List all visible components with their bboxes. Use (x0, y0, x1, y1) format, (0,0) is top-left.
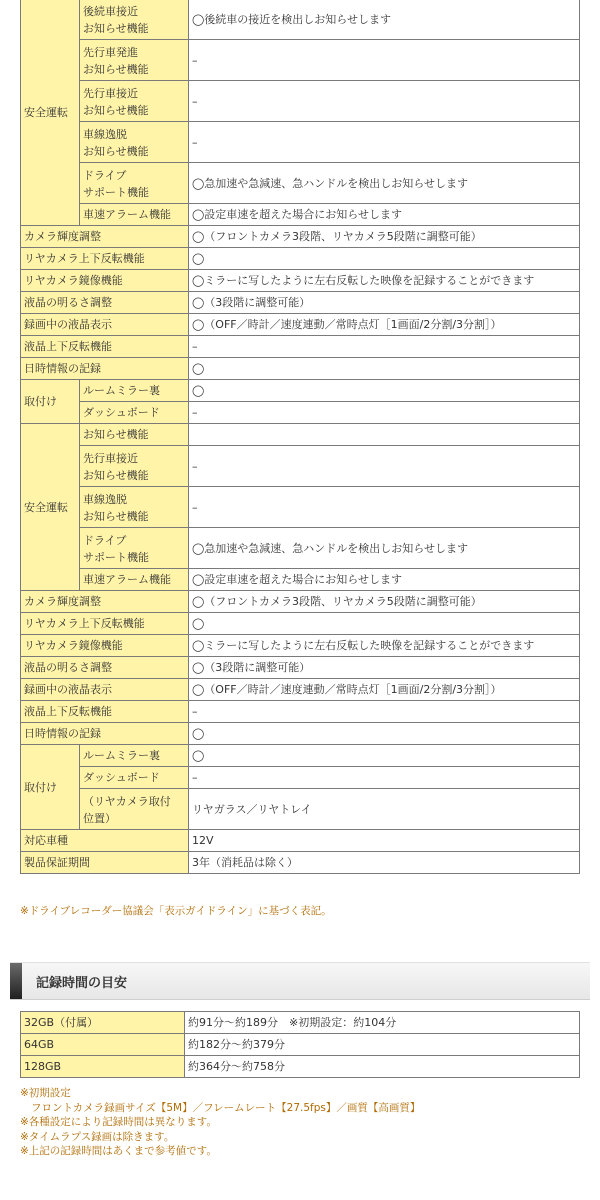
label-line: サポート機能 (83, 550, 149, 564)
row-label: 製品保証期間 (21, 852, 189, 874)
note-line: ※タイムラプス録画は除きます。 (20, 1130, 175, 1143)
table-row (21, 1056, 580, 1078)
row-value: – (189, 40, 580, 81)
note-line: フロントカメラ録画サイズ【5M】／フレームレート【27.5fps】／画質【高画質】 (31, 1101, 421, 1114)
row-label: ルームミラー裏 (80, 745, 189, 767)
table-row (21, 204, 580, 226)
row-label (80, 163, 189, 204)
mount-group-label: 取付け (21, 380, 80, 424)
row-label: リヤカメラ上下反転機能 (21, 248, 189, 270)
label-line: お知らせ機能 (83, 509, 149, 523)
table-row (21, 358, 580, 380)
label-line: 先行車接近 (83, 86, 138, 100)
table-row (21, 446, 580, 487)
spec-table (20, 0, 580, 874)
time-cell: 約91分～約189分 ※初期設定：約104分 (185, 1012, 580, 1034)
row-label (80, 81, 189, 122)
table-row (21, 122, 580, 163)
row-label (80, 40, 189, 81)
capacity-cell: 128GB (21, 1056, 185, 1078)
label-line: ドライブ (83, 168, 127, 182)
row-label (80, 789, 189, 830)
table-row (21, 226, 580, 248)
row-value: ◯急加速や急減速、急ハンドルを検出しお知らせします (189, 163, 580, 204)
label-line: お知らせ機能 (83, 468, 149, 482)
row-value: ◯ミラーに写したように左右反転した映像を記録することができます (189, 635, 580, 657)
note-line: ※各種設定により記録時間は異なります。 (20, 1116, 217, 1129)
row-value: – (189, 767, 580, 789)
row-value: – (189, 487, 580, 528)
row-label: 液晶の明るさ調整 (21, 292, 189, 314)
row-value: ◯ミラーに写したように左右反転した映像を記録することができます (189, 270, 580, 292)
row-value: ◯設定車速を超えた場合にお知らせします (189, 569, 580, 591)
table-row (21, 591, 580, 613)
row-value: – (189, 446, 580, 487)
label-line: 先行車接近 (83, 451, 138, 465)
table-row (21, 314, 580, 336)
label-line: お知らせ機能 (83, 144, 149, 158)
table-row (21, 40, 580, 81)
row-label: ダッシュボード (80, 402, 189, 424)
row-value: ◯（フロントカメラ3段階、リヤカメラ5段階に調整可能） (189, 226, 580, 248)
table-row (21, 163, 580, 204)
table-row (21, 487, 580, 528)
table-row (21, 1034, 580, 1056)
recording-notes (20, 1086, 420, 1159)
row-value: – (189, 122, 580, 163)
table-row (21, 336, 580, 358)
time-cell: 約182分～約379分 (185, 1034, 580, 1056)
label-line: 車線逸脱 (83, 492, 127, 506)
section-header (10, 962, 590, 1000)
label-line: お知らせ機能 (83, 103, 149, 117)
table-row (21, 745, 580, 767)
label-line: 後続車接近 (83, 4, 138, 18)
row-value: ◯（3段階に調整可能） (189, 657, 580, 679)
table-row (21, 81, 580, 122)
table-row (21, 1012, 580, 1034)
row-label: リヤカメラ鏡像機能 (21, 270, 189, 292)
mount-group-label: 取付け (21, 745, 80, 830)
section-title: 記録時間の目安 (36, 976, 128, 991)
table-row (21, 424, 580, 446)
table-row (21, 723, 580, 745)
row-value: ◯設定車速を超えた場合にお知らせします (189, 204, 580, 226)
row-value: ◯ (189, 380, 580, 402)
section-bar (10, 963, 22, 999)
row-value: ◯（3段階に調整可能） (189, 292, 580, 314)
row-label: 液晶上下反転機能 (21, 336, 189, 358)
safety-group-label: 安全運転 (21, 0, 80, 226)
row-value: 3年（消耗品は除く） (189, 852, 580, 874)
table-row (21, 248, 580, 270)
row-label: ルームミラー裏 (80, 380, 189, 402)
time-cell: 約364分～約758分 (185, 1056, 580, 1078)
row-label: リヤカメラ上下反転機能 (21, 613, 189, 635)
label-line: （リヤカメラ取付 (83, 794, 171, 808)
table-row (21, 635, 580, 657)
row-label (80, 446, 189, 487)
row-value: ◯（フロントカメラ3段階、リヤカメラ5段階に調整可能） (189, 591, 580, 613)
table-row (21, 830, 580, 852)
row-label: 録画中の液晶表示 (21, 679, 189, 701)
label-line: お知らせ機能 (83, 62, 149, 76)
table-row (21, 380, 580, 402)
row-value: ◯ (189, 613, 580, 635)
row-value: ◯後続車の接近を検出しお知らせします (189, 0, 580, 40)
row-value: – (189, 336, 580, 358)
capacity-cell: 32GB（付属） (21, 1012, 185, 1034)
row-label: 日時情報の記録 (21, 358, 189, 380)
row-label: 録画中の液晶表示 (21, 314, 189, 336)
label-line: 先行車発進 (83, 45, 138, 59)
guideline-note: ※ドライブレコーダー協議会「表示ガイドライン」に基づく表記。 (20, 905, 332, 917)
row-value: ◯急加速や急減速、急ハンドルを検出しお知らせします (189, 528, 580, 569)
row-value (189, 424, 580, 446)
table-row (21, 767, 580, 789)
row-value: – (189, 81, 580, 122)
table-row (21, 292, 580, 314)
row-value: – (189, 701, 580, 723)
row-label (80, 487, 189, 528)
table-row (21, 701, 580, 723)
table-row (21, 0, 580, 40)
note-line: ※上記の記録時間はあくまで参考値です。 (20, 1145, 217, 1158)
table-row (21, 852, 580, 874)
row-label: 車速アラーム機能 (80, 204, 189, 226)
note-line: ※初期設定 (20, 1087, 71, 1099)
row-value: ◯（OFF／時計／速度連動／常時点灯［1画面/2分割/3分割］） (189, 679, 580, 701)
label-line: サポート機能 (83, 185, 149, 199)
table-row (21, 569, 580, 591)
row-value: ◯（OFF／時計／速度連動／常時点灯［1画面/2分割/3分割］） (189, 314, 580, 336)
capacity-cell: 64GB (21, 1034, 185, 1056)
row-label: お知らせ機能 (80, 424, 189, 446)
label-line: ドライブ (83, 533, 127, 547)
row-label: 液晶上下反転機能 (21, 701, 189, 723)
table-row (21, 270, 580, 292)
table-row (21, 789, 580, 830)
table-row (21, 528, 580, 569)
label-line: 車線逸脱 (83, 127, 127, 141)
row-label: 日時情報の記録 (21, 723, 189, 745)
recording-time-table (20, 1011, 580, 1078)
row-label (80, 122, 189, 163)
row-label: ダッシュボード (80, 767, 189, 789)
row-label: リヤカメラ鏡像機能 (21, 635, 189, 657)
row-label (80, 528, 189, 569)
table-row (21, 679, 580, 701)
row-value: 12V (189, 830, 580, 852)
row-value: リヤガラス／リヤトレイ (189, 789, 580, 830)
row-label: 車速アラーム機能 (80, 569, 189, 591)
table-row (21, 613, 580, 635)
row-label: カメラ輝度調整 (21, 591, 189, 613)
row-value: ◯ (189, 248, 580, 270)
row-value: ◯ (189, 358, 580, 380)
label-line: お知らせ機能 (83, 21, 149, 35)
row-value: – (189, 402, 580, 424)
row-label (80, 0, 189, 40)
label-line: 位置） (83, 811, 116, 825)
row-label: 液晶の明るさ調整 (21, 657, 189, 679)
row-value: ◯ (189, 745, 580, 767)
row-value: ◯ (189, 723, 580, 745)
row-label: カメラ輝度調整 (21, 226, 189, 248)
table-row (21, 402, 580, 424)
row-label: 対応車種 (21, 830, 189, 852)
safety-group-label: 安全運転 (21, 424, 80, 591)
table-row (21, 657, 580, 679)
